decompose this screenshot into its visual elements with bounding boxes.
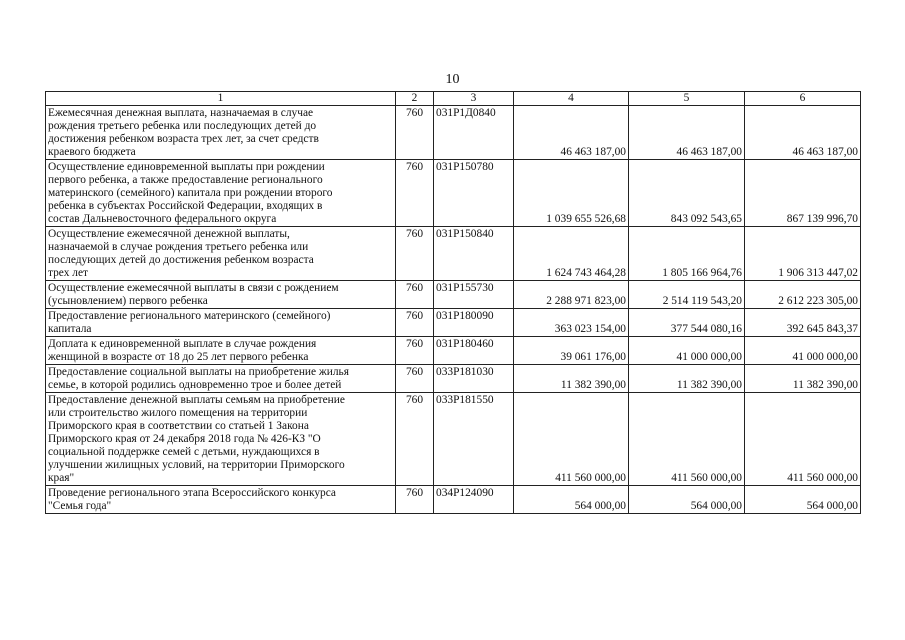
amount-col5: 377 544 080,16 xyxy=(629,309,745,337)
table-row xyxy=(46,309,861,337)
amount-col6: 1 906 313 447,02 xyxy=(745,227,861,281)
amount-col4: 2 288 971 823,00 xyxy=(514,281,629,309)
department-code: 760 xyxy=(396,106,434,160)
row-description xyxy=(46,393,396,486)
description-line: Приморского края в соответствии со статьей 1 Закона xyxy=(48,420,309,432)
row-description xyxy=(46,486,396,514)
table-row xyxy=(46,337,861,365)
description-line: состав Дальневосточного федерального округа xyxy=(48,213,277,225)
amount-col6: 867 139 996,70 xyxy=(745,160,861,227)
table-row xyxy=(46,281,861,309)
classification-code: 034Р124090 xyxy=(434,486,514,514)
amount-col5: 41 000 000,00 xyxy=(629,337,745,365)
column-header: 4 xyxy=(514,92,629,106)
table-row xyxy=(46,160,861,227)
amount-col5: 1 805 166 964,76 xyxy=(629,227,745,281)
amount-col6: 564 000,00 xyxy=(745,486,861,514)
amount-col4: 1 039 655 526,68 xyxy=(514,160,629,227)
description-line: Предоставление регионального материнского (семейного) xyxy=(48,310,331,322)
description-line: улучшении жилищных условий, на территории Приморского xyxy=(48,459,345,471)
amount-col5: 2 514 119 543,20 xyxy=(629,281,745,309)
amount-col4: 411 560 000,00 xyxy=(514,393,629,486)
description-line: Приморского края от 24 декабря 2018 года № 426-КЗ "О xyxy=(48,433,321,445)
description-line: последующих детей до достижения ребенком возраста xyxy=(48,254,314,266)
description-line: рождения третьего ребенка или последующих детей до xyxy=(48,120,317,132)
row-description xyxy=(46,365,396,393)
amount-col4: 564 000,00 xyxy=(514,486,629,514)
table-row xyxy=(46,106,861,160)
description-line: Проведение регионального этапа Всероссийского конкурса xyxy=(48,487,336,499)
classification-code: 033Р181550 xyxy=(434,393,514,486)
description-line: "Семья года" xyxy=(48,500,112,512)
description-line: социальной поддержке семей с детьми, нуждающихся в xyxy=(48,446,320,458)
description-line: края" xyxy=(48,472,75,484)
department-code: 760 xyxy=(396,227,434,281)
column-header: 5 xyxy=(629,92,745,106)
classification-code: 033Р181030 xyxy=(434,365,514,393)
description-line: трех лет xyxy=(48,267,88,279)
amount-col6: 11 382 390,00 xyxy=(745,365,861,393)
amount-col5: 843 092 543,65 xyxy=(629,160,745,227)
amount-col6: 41 000 000,00 xyxy=(745,337,861,365)
amount-col6: 392 645 843,37 xyxy=(745,309,861,337)
table-row xyxy=(46,365,861,393)
row-description xyxy=(46,106,396,160)
column-header: 6 xyxy=(745,92,861,106)
description-line: первого ребенка, а также предоставление регионального xyxy=(48,174,323,186)
amount-col4: 363 023 154,00 xyxy=(514,309,629,337)
description-line: ребенка в субъектах Российской Федерации, входящих в xyxy=(48,200,323,212)
row-description xyxy=(46,281,396,309)
department-code: 760 xyxy=(396,337,434,365)
row-description xyxy=(46,160,396,227)
amount-col6: 2 612 223 305,00 xyxy=(745,281,861,309)
page-number: 10 xyxy=(445,72,460,87)
description-line: семье, в которой родились одновременно трое и более детей xyxy=(48,379,342,391)
classification-code: 031Р155730 xyxy=(434,281,514,309)
classification-code: 031Р180090 xyxy=(434,309,514,337)
amount-col4: 46 463 187,00 xyxy=(514,106,629,160)
amount-col5: 564 000,00 xyxy=(629,486,745,514)
classification-code: 031Р180460 xyxy=(434,337,514,365)
table-row xyxy=(46,393,861,486)
description-line: Доплата к единовременной выплате в случае рождения xyxy=(48,338,317,350)
description-line: достижения ребенком возраста трех лет, за счет средств xyxy=(48,133,319,145)
department-code: 760 xyxy=(396,393,434,486)
description-line: Осуществление единовременной выплаты при рождении xyxy=(48,161,325,173)
department-code: 760 xyxy=(396,309,434,337)
column-header: 3 xyxy=(434,92,514,106)
classification-code: 031Р1Д0840 xyxy=(434,106,514,160)
description-line: Осуществление ежемесячной денежной выплаты, xyxy=(48,228,290,240)
amount-col5: 46 463 187,00 xyxy=(629,106,745,160)
classification-code: 031Р150840 xyxy=(434,227,514,281)
department-code: 760 xyxy=(396,486,434,514)
department-code: 760 xyxy=(396,365,434,393)
amount-col5: 11 382 390,00 xyxy=(629,365,745,393)
amount-col6: 411 560 000,00 xyxy=(745,393,861,486)
amount-col6: 46 463 187,00 xyxy=(745,106,861,160)
description-line: Ежемесячная денежная выплата, назначаемая в случае xyxy=(48,107,314,119)
header-row xyxy=(46,92,861,106)
amount-col5: 411 560 000,00 xyxy=(629,393,745,486)
row-description xyxy=(46,309,396,337)
amount-col4: 11 382 390,00 xyxy=(514,365,629,393)
description-line: (усыновлением) первого ребенка xyxy=(48,295,208,307)
description-line: Предоставление социальной выплаты на приобретение жилья xyxy=(48,366,349,378)
column-header: 1 xyxy=(46,92,396,106)
column-header: 2 xyxy=(396,92,434,106)
amount-col4: 1 624 743 464,28 xyxy=(514,227,629,281)
table-row xyxy=(46,227,861,281)
budget-table xyxy=(45,91,861,514)
row-description xyxy=(46,227,396,281)
amount-col4: 39 061 176,00 xyxy=(514,337,629,365)
description-line: или строительство жилого помещения на территории xyxy=(48,407,308,419)
description-line: краевого бюджета xyxy=(48,146,136,158)
description-line: капитала xyxy=(48,323,92,335)
description-line: Предоставление денежной выплаты семьям на приобретение xyxy=(48,394,345,406)
description-line: назначаемой в случае рождения третьего ребенка или xyxy=(48,241,309,253)
description-line: женщиной в возрасте от 18 до 25 лет первого ребенка xyxy=(48,351,309,363)
department-code: 760 xyxy=(396,281,434,309)
row-description xyxy=(46,337,396,365)
description-line: Осуществление ежемесячной выплаты в связи с рождением xyxy=(48,282,339,294)
department-code: 760 xyxy=(396,160,434,227)
description-line: материнского (семейного) капитала при рождении второго xyxy=(48,187,333,199)
classification-code: 031Р150780 xyxy=(434,160,514,227)
table-row xyxy=(46,486,861,514)
